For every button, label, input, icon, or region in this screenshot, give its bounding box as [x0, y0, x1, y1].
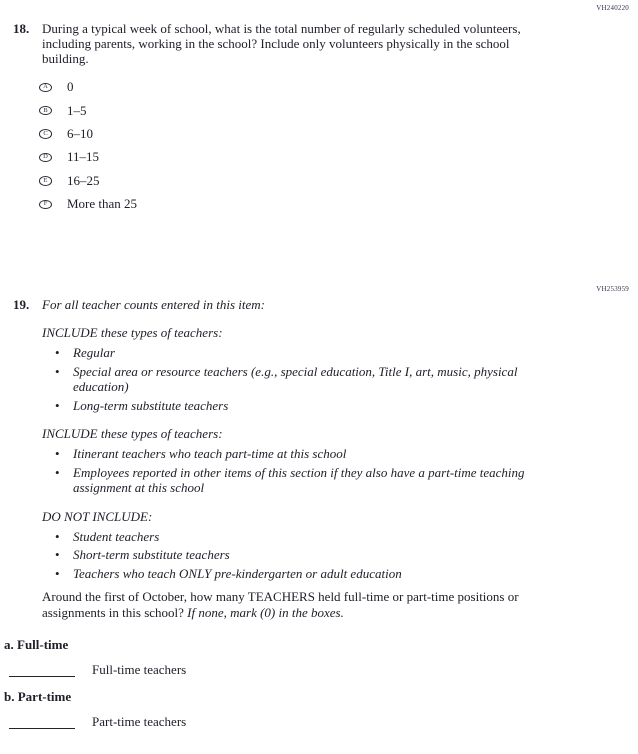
exclude-item [42, 529, 562, 544]
bullet-text: • Itinerant teachers who teach part-time at this school [73, 446, 347, 462]
include1-item [42, 345, 562, 360]
bullet-text: • Special area or resource teachers (e.g., special education, Title I, art, music, physical education) [73, 364, 518, 395]
full-time-label: a. Full-time [4, 637, 69, 652]
item-code-q19: VH253959 [596, 285, 629, 293]
include2-item [42, 446, 562, 461]
option-row-4[interactable] [39, 169, 588, 192]
answer-bubble-d-icon[interactable]: D [39, 153, 52, 163]
option-label-3: 11–15 [67, 149, 100, 165]
bullet-text: • Regular [73, 345, 115, 361]
prompt-roman: Around the first of October, how many TEACHERS held full-time or part-time positions or assignments in this school? [42, 589, 519, 620]
bullet-text: • Employees reported in other items of this section if they also have a part-time teaching assignment at this school [73, 465, 525, 496]
question-19 [13, 297, 588, 620]
option-row-0[interactable] [39, 76, 588, 99]
bullet-text: • Teachers who teach ONLY pre-kindergarten or adult education [73, 566, 402, 582]
item-code-q18: VH240220 [596, 4, 629, 12]
question-18-text: During a typical week of school, what is the total number of regularly scheduled volunteers, including parents, working in the school? Include only volunteers physically in the school building. [42, 21, 521, 67]
full-time-line-label: Full-time teachers [92, 662, 187, 677]
full-time-input-line[interactable] [9, 664, 75, 677]
exclude-item [42, 566, 562, 581]
question-18-stem [13, 21, 588, 67]
question-18-options [39, 76, 588, 216]
answer-bubble-f-icon[interactable]: F [39, 200, 52, 210]
exclude-item [42, 547, 562, 562]
prompt-italic: If none, mark (0) in the boxes. [187, 604, 344, 620]
option-label-2: 6–10 [67, 126, 93, 142]
option-row-3[interactable] [39, 146, 588, 169]
bullet-text: • Long-term substitute teachers [73, 398, 229, 414]
bullet-text: • Short-term substitute teachers [73, 547, 230, 563]
full-time-row [4, 662, 186, 677]
option-row-2[interactable] [39, 122, 588, 145]
exclude-heading: DO NOT INCLUDE: [42, 508, 153, 524]
part-time-label: b. Part-time [4, 689, 72, 704]
answer-bubble-c-icon[interactable]: C [39, 129, 52, 139]
question-19-prompt [42, 589, 522, 619]
part-time-input-line[interactable] [9, 716, 75, 729]
question-19-instructions [42, 325, 562, 620]
answer-bubble-e-icon[interactable]: E [39, 176, 52, 186]
include1-item [42, 364, 562, 394]
answer-bubble-b-icon[interactable]: B [39, 106, 52, 116]
bullet-text: • Student teachers [73, 528, 160, 544]
answer-bubble-a-icon[interactable]: A [39, 83, 52, 93]
question-19-number: 19. [13, 297, 30, 312]
include2-item [42, 465, 562, 495]
option-label-0: 0 [67, 79, 74, 95]
question-19-stem [13, 297, 588, 312]
include-heading-2: INCLUDE these types of teachers: [42, 426, 223, 442]
option-label-4: 16–25 [67, 172, 100, 188]
question-18 [13, 21, 588, 216]
part-time-line-label: Part-time teachers [92, 714, 187, 729]
option-row-1[interactable] [39, 99, 588, 122]
option-row-5[interactable] [39, 193, 588, 216]
question-19-intro: For all teacher counts entered in this item: [42, 297, 265, 312]
include-heading-1: INCLUDE these types of teachers: [42, 325, 223, 341]
include1-item [42, 398, 562, 413]
option-label-5: More than 25 [67, 196, 138, 212]
question-19-answer-fields [4, 637, 186, 741]
part-time-row [4, 714, 186, 729]
question-18-number: 18. [13, 21, 30, 36]
option-label-1: 1–5 [67, 102, 87, 118]
